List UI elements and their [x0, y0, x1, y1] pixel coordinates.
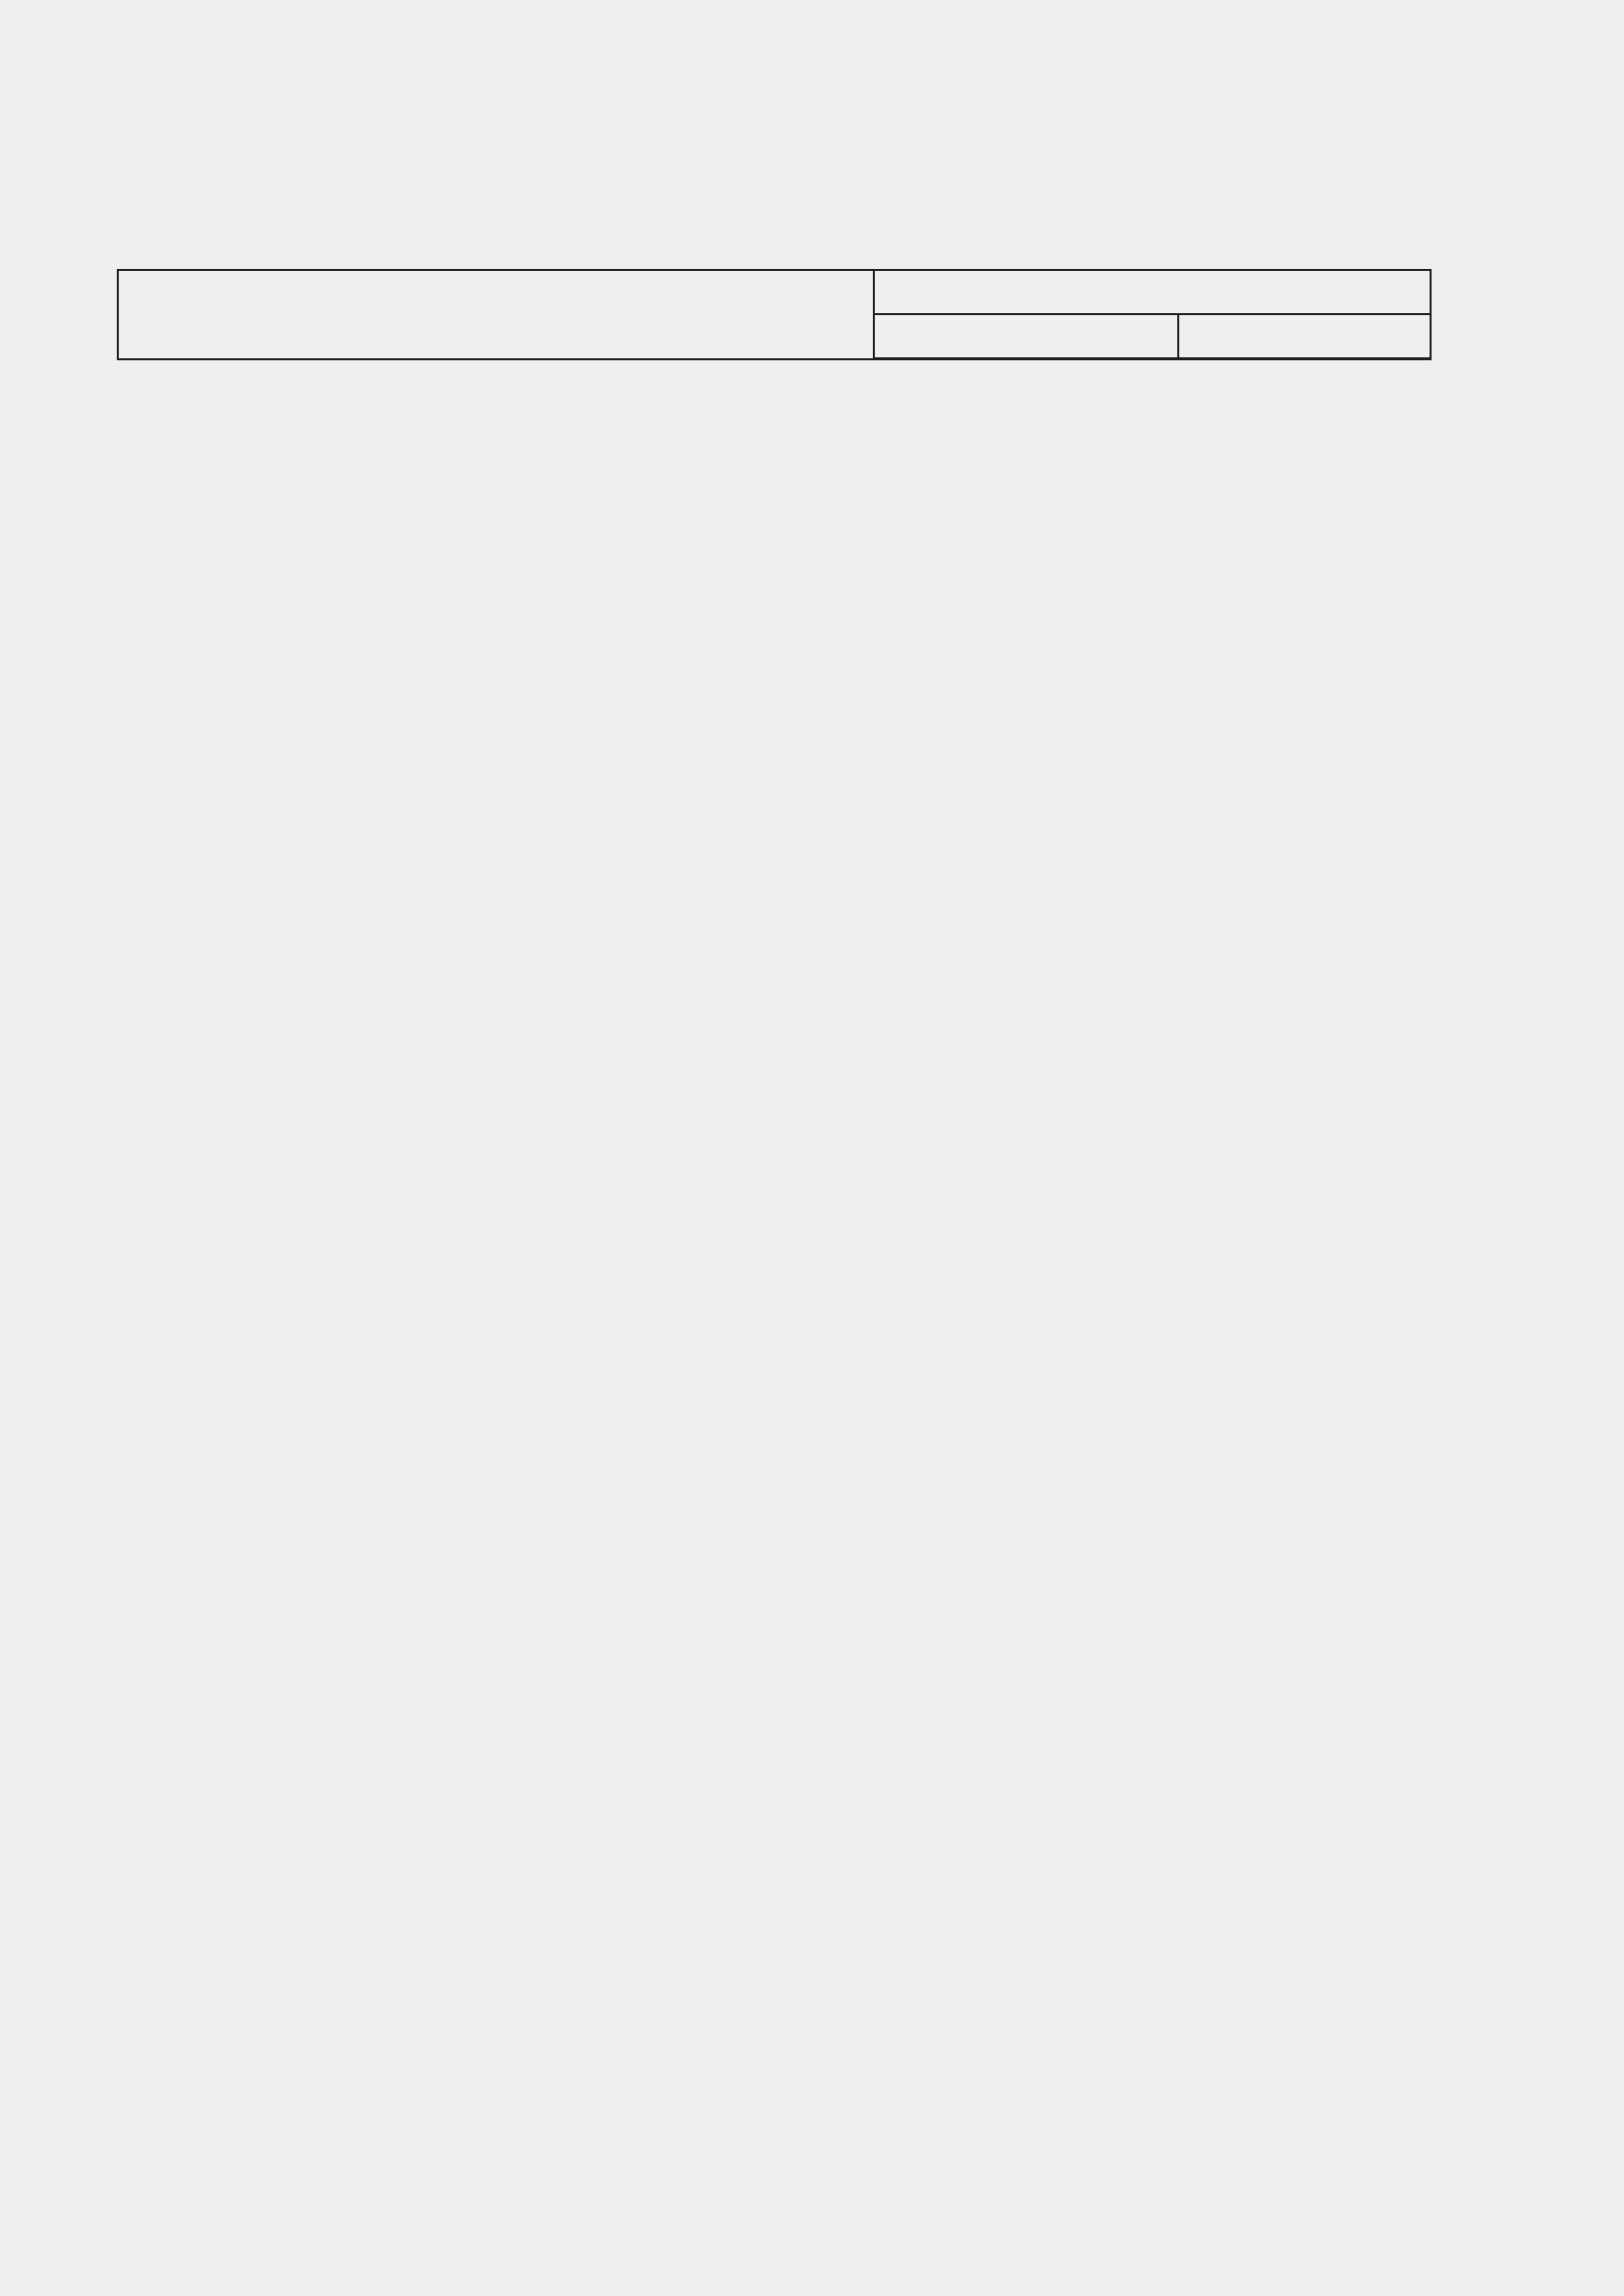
header-element-number: [874, 270, 1431, 314]
header-indicator-name: [118, 270, 874, 359]
header-control-methods: [1178, 314, 1431, 359]
page-content: [117, 226, 1430, 360]
header-tech-requirements: [874, 314, 1178, 359]
indicators-table: [117, 269, 1432, 360]
